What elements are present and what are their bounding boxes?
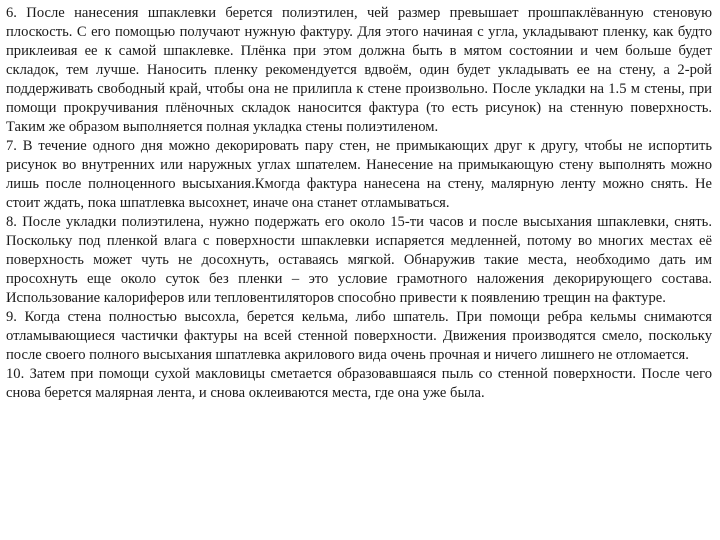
paragraph-step-6: 6. После нанесения шпаклевки берется полиэтилен, чей размер превышает прошпаклёванную стеновую плоскость. С его помощью получают нужную фактуру. Для этого начиная с угла, укладывают пленку, как будто приклеивая ее к самой шпаклевке. Плёнка при этом должна быть в мятом состоянии и чем больше будет складок, тем лучше. Наносить пленку рекомендуется вдвоём, один будет укладывать ее на стену, а 2-рой поддерживать свободный край, чтобы она не прилипла к стене произвольно. После укладки на 1.5 м стены, при помощи прокручивания плёночных складок наносится фактура (то есть рисунок) на стенную поверхность. Таким же образом выполняется полная укладка стены полиэтиленом. — [6, 5, 712, 135]
document-page — [6, 4, 712, 403]
paragraph-step-8: 8. После укладки полиэтилена, нужно подержать его около 15-ти часов и после высыхания шпаклевки, снять. Поскольку под пленкой влага с поверхности шпаклевки испаряется медленней, потому во многих местах её поверхность может чуть не досохнуть, оставаясь мягкой. Обнаружив такие места, необходимо дать им просохнуть еще около суток без пленки – это условие грамотного наложения декорирующего состава. Использование калориферов или тепловентиляторов способно привести к появлению трещин на фактуре. — [6, 214, 712, 306]
paragraph-step-9: 9. Когда стена полностью высохла, берется кельма, либо шпатель. При помощи ребра кельмы снимаются отламывающиеся частички фактуры на всей стенной поверхности. Движения производятся смело, поскольку после своего полного высыхания шпатлевка акрилового вида очень прочная и ничего лишнего не отломается. — [6, 309, 712, 363]
paragraph-step-7: 7. В течение одного дня можно декорировать пару стен, не примыкающих друг к другу, чтобы не испортить рисунок во внутренних или наружных углах шпателем. Нанесение на примыкающую стену выполнять можно лишь после полноценного высыхания.Кмогда фактура нанесена на стену, малярную ленту можно снять. Не стоит ждать, пока шпатлевка высохнет, иначе она станет отламываться. — [6, 138, 712, 211]
paragraph-step-10: 10. Затем при помощи сухой макловицы сметается образовавшаяся пыль со стенной поверхности. После чего снова берется малярная лента, и снова оклеиваются места, где она уже была. — [6, 366, 712, 401]
